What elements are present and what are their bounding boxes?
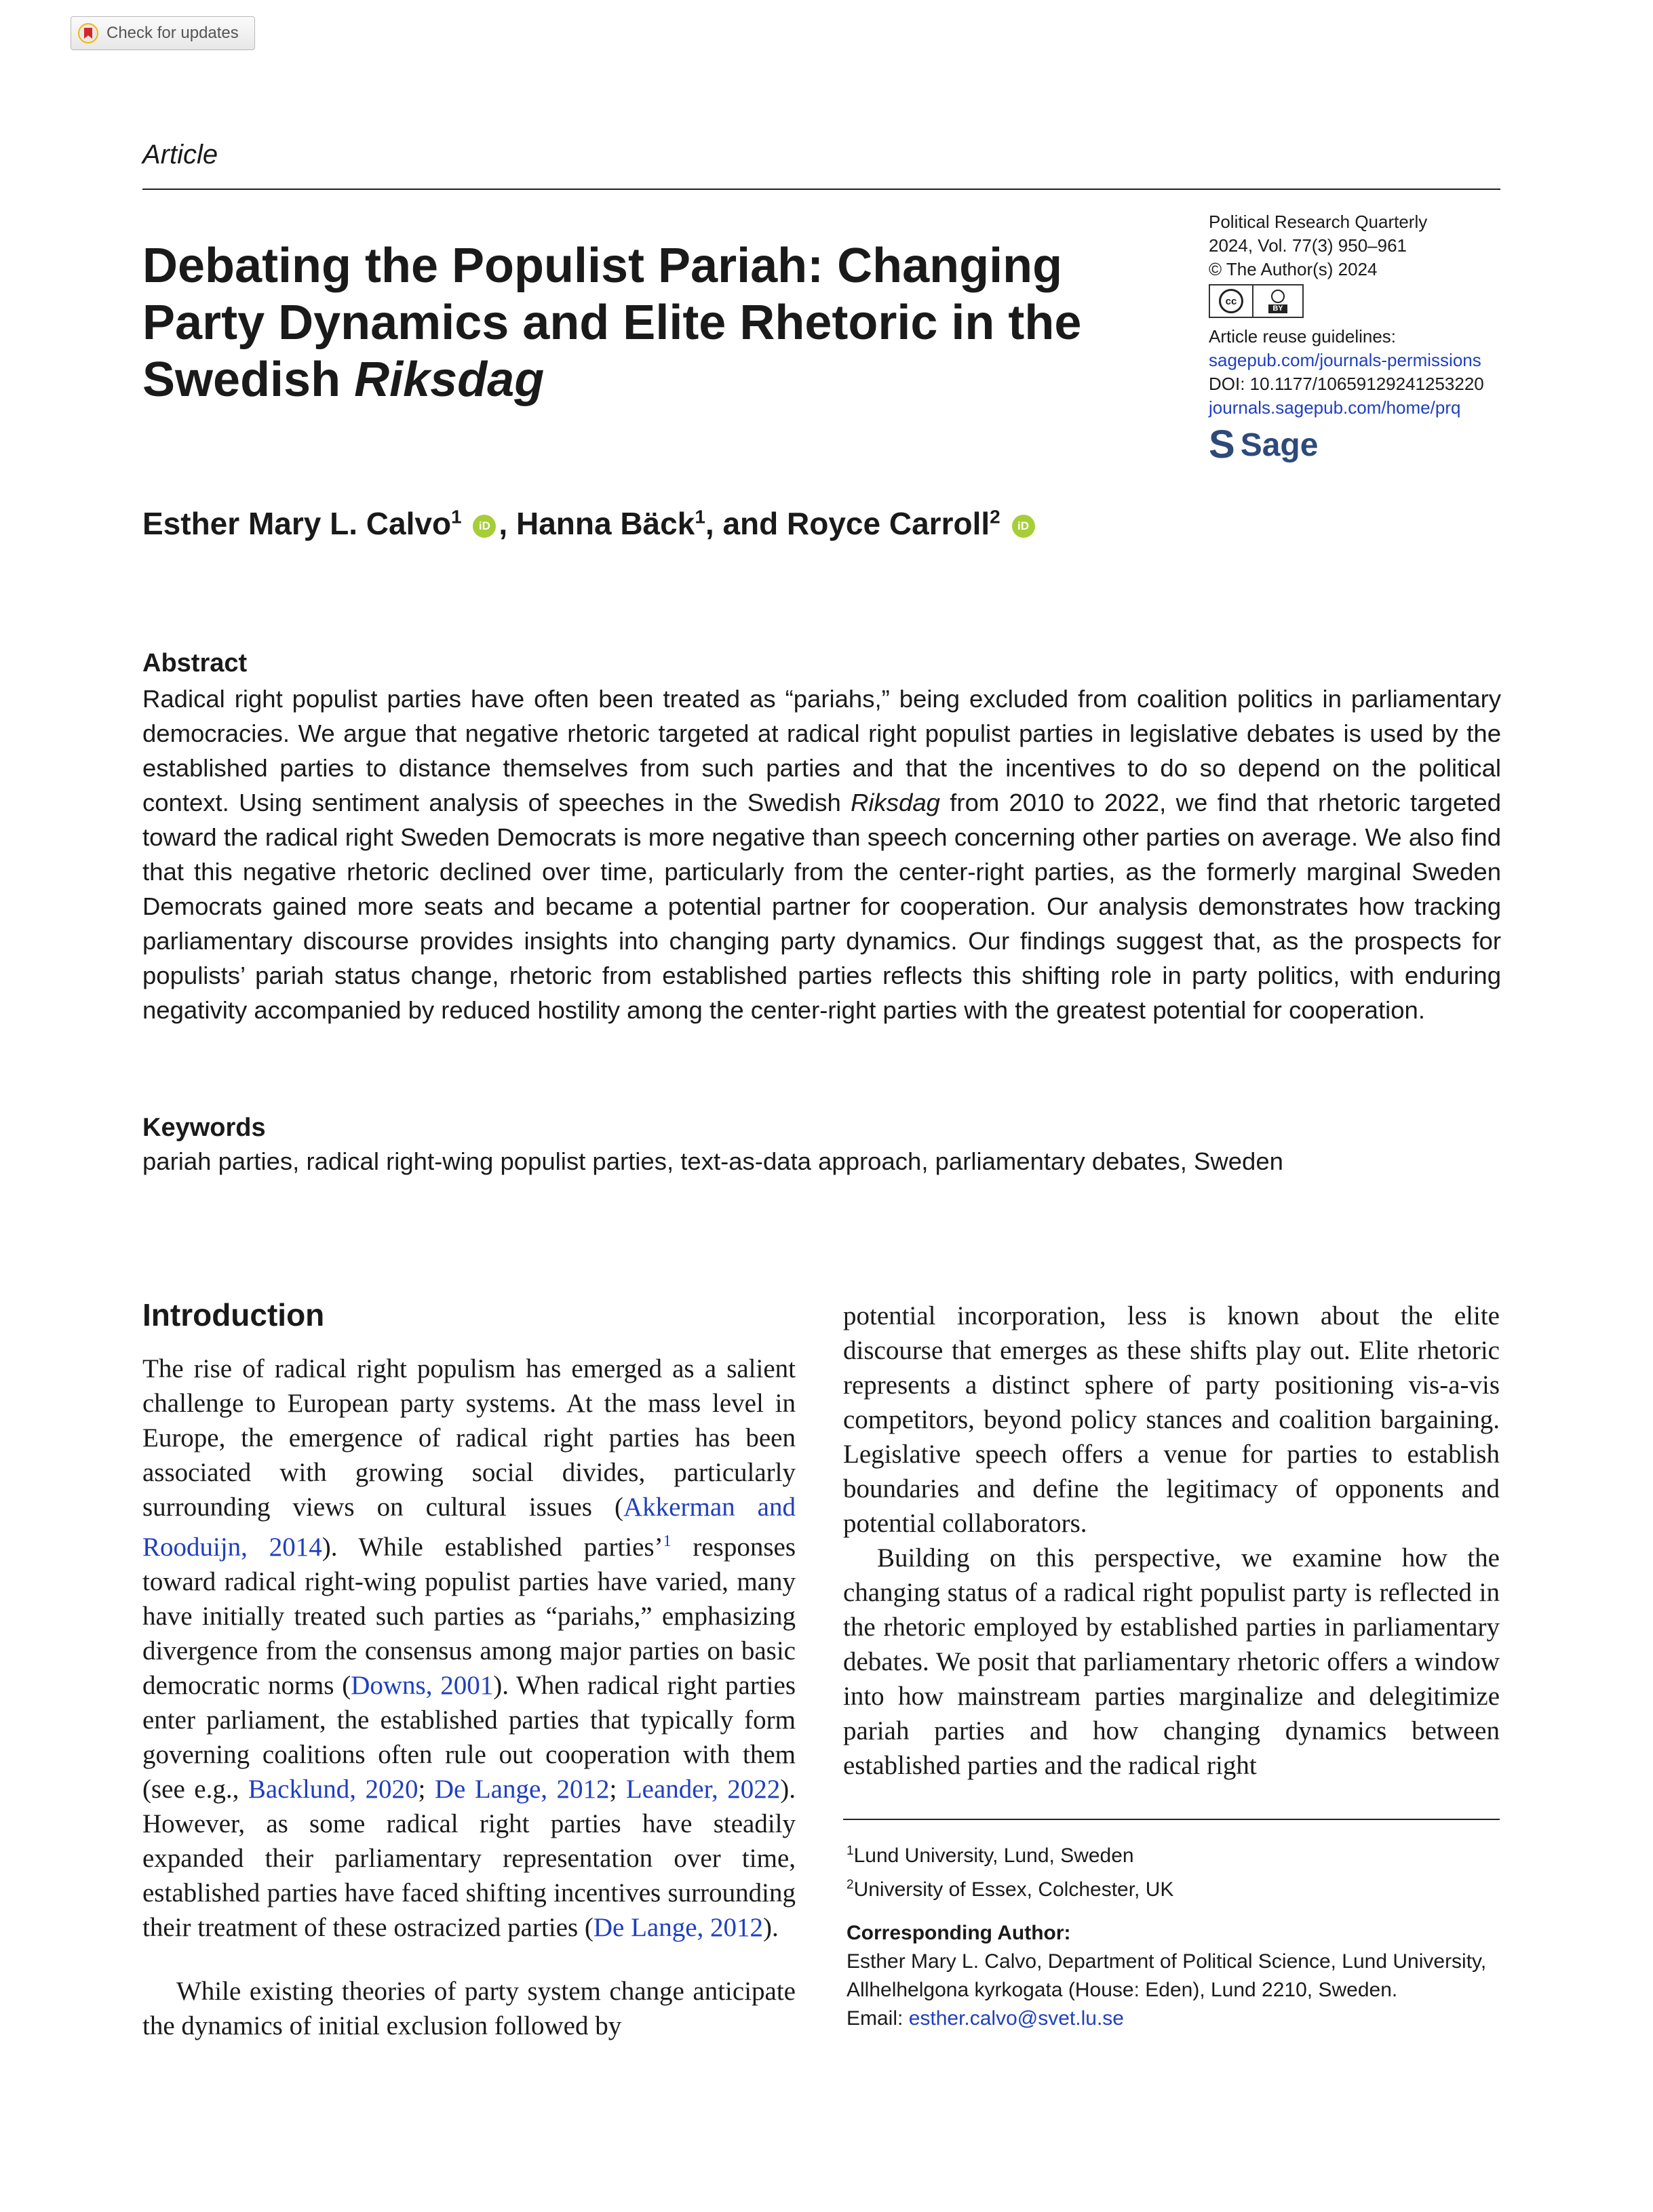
sage-s-icon: S	[1209, 422, 1235, 467]
text-run: ;	[609, 1775, 626, 1804]
title-main: Debating the Populist Pariah: Changing Party Dynamics and Elite Rhetoric in the Swedish	[142, 239, 1082, 407]
corresponding-author	[847, 1919, 1511, 2033]
journal-name: Political Research Quarterly	[1209, 212, 1428, 232]
email-line	[847, 2004, 1511, 2033]
citation-link[interactable]: Leander, 2022	[625, 1775, 781, 1804]
journal-meta	[1209, 210, 1507, 465]
email-label: Email:	[847, 2007, 909, 2030]
footnote-link[interactable]: 1	[663, 1533, 672, 1550]
footnote-divider	[843, 1819, 1500, 1820]
title-italic: Riksdag	[354, 353, 545, 407]
text-run: ). When radical right parties enter parliament, the established parties that typically form governing coalitions often rule out cooperation with them (see e.g.,	[142, 1671, 796, 1804]
intro-paragraph: Building on this perspective, we examine how the changing status of a radical right populist party is reflected in the rhetoric employed by established parties in parliamentary debates. We posit that parliamentary rhetoric offers a window into how mainstream parties marginalize and delegitimize pariah parties and how changing dynamics between established parties and the radical right	[843, 1543, 1500, 1780]
text-run: ).	[763, 1913, 779, 1942]
author-name[interactable]: Hanna Bäck	[516, 506, 695, 541]
text-run: ). However, as some radical right parties have steadily expanded their parliamentary representation over time, established parties have faced shifting incentives surrounding their treatment of these ostracized parties (	[142, 1775, 796, 1942]
orcid-icon[interactable]: iD	[473, 515, 496, 538]
citation-link[interactable]: Akkerman and Rooduijn, 2014	[142, 1493, 796, 1562]
article-title	[142, 237, 1160, 408]
intro-paragraph-continued: potential incorporation, less is known about the elite discourse that emerges as these shifts play out. Elite rhetoric represents a distinct sphere of party positioning vis-a-vis competitors, beyond policy stances and coalition bargaining. Legislative speech offers a venue for parties to establish boundaries and define the legitimacy of opponents and potential collaborators.	[843, 1301, 1500, 1538]
email-link[interactable]: esther.calvo@svet.lu.se	[908, 2007, 1124, 2030]
abstract-heading: Abstract	[142, 649, 248, 677]
author-name[interactable]: Esther Mary L. Calvo	[142, 506, 452, 541]
author-separator: , and	[705, 506, 787, 541]
journal-home-link[interactable]: journals.sagepub.com/home/prq	[1209, 397, 1461, 418]
author-affiliation-mark: 2	[990, 506, 1000, 528]
bookmark-icon	[78, 23, 98, 43]
keywords-heading: Keywords	[142, 1113, 266, 1142]
citation-link[interactable]: Backlund, 2020	[248, 1775, 419, 1804]
abstract-part: from 2010 to 2022, we find that rhetoric targeted toward the radical right Sweden Democrats is more negative than speech concerning other parties on average. We also find that this negative rhetoric declined over time, particularly from the center-right parties, as the formerly marginal Sweden Democrats gained more seats and became a potential partner for cooperation. Our analysis demonstrates how tracking parliamentary discourse provides insights into changing party dynamics. Our findings suggest that, as the prospects for populists’ pariah status change, rhetoric from established parties reflects this shifting role in party politics, with enduring negativity accompanied by reduced hostility among the center-right parties with the greatest potential for cooperation.	[142, 789, 1501, 1024]
text-run: The rise of radical right populism has emerged as a salient challenge to European party systems. At the mass level in Europe, the emergence of radical right parties has been associated with growing social divides, particularly surrounding views on cultural issues (	[142, 1354, 796, 1522]
check-for-updates-button[interactable]	[71, 16, 255, 50]
corresponding-author-line: Allhelhelgona kyrkogata (House: Eden), Lund 2210, Sweden.	[847, 1979, 1398, 2001]
abstract-italic: Riksdag	[851, 789, 940, 816]
sage-logo	[1209, 422, 1507, 467]
author-affiliation-mark: 1	[695, 506, 705, 528]
affiliation-item: $^2$University of Essex, Colchester, UK	[847, 1878, 1174, 1901]
sage-wordmark: Sage	[1240, 427, 1319, 463]
copyright: © The Author(s) 2024	[1209, 259, 1378, 279]
cc-by-license-icon[interactable]: cc BY	[1209, 284, 1304, 318]
reuse-link[interactable]: sagepub.com/journals-permissions	[1209, 350, 1481, 370]
text-run: ;	[418, 1775, 435, 1804]
reuse-label: Article reuse guidelines:	[1209, 326, 1397, 347]
text-run: ). While established parties’	[322, 1533, 663, 1562]
author-separator: ,	[499, 506, 516, 541]
header-divider	[142, 189, 1500, 190]
intro-paragraph: While existing theories of party system change anticipate the dynamics of initial exclusion followed by	[142, 1977, 796, 2040]
author-list	[142, 505, 1038, 542]
corresponding-author-heading: Corresponding Author:	[847, 1922, 1071, 1944]
orcid-icon[interactable]: iD	[1012, 515, 1035, 538]
abstract-part: Radical right populist parties have often been treated as “pariahs,” being excluded from coalition politics in parliamentary democracies. We argue that negative rhetoric targeted at radical right populist parties in legislative debates is used by the established parties to distance themselves from such parties and that the incentives to do so depend on the political context. Using sentiment analysis of speeches in the Swedish	[142, 685, 1501, 816]
corresponding-author-line: Esther Mary L. Calvo, Department of Political Science, Lund University,	[847, 1950, 1487, 1973]
citation-link[interactable]: De Lange, 2012	[593, 1913, 764, 1942]
section-label: Article	[142, 140, 218, 170]
journal-volume: 2024, Vol. 77(3) 950–961	[1209, 235, 1407, 256]
author-name[interactable]: Royce Carroll	[787, 506, 990, 541]
keywords-text: pariah parties, radical right-wing populist parties, text-as-data approach, parliamentary debates, Sweden	[142, 1147, 1283, 1175]
author-affiliation-mark: 1	[451, 506, 462, 528]
citation-link[interactable]: Downs, 2001	[351, 1671, 494, 1700]
abstract-text	[142, 682, 1501, 1027]
affiliation-item: $^1$Lund University, Lund, Sweden	[847, 1844, 1134, 1867]
introduction-heading: Introduction	[142, 1297, 325, 1332]
doi[interactable]: DOI: 10.1177/10659129241253220	[1209, 374, 1484, 394]
citation-link[interactable]: De Lange, 2012	[434, 1775, 610, 1804]
check-for-updates-label: Check for updates	[106, 24, 239, 42]
intro-paragraph	[142, 1351, 796, 1945]
affiliations	[847, 1836, 1173, 1904]
text-run: responses toward radical right-wing populist parties have varied, many have initially treated such parties as “pariahs,” emphasizing divergence from the consensus among major parties on basic democratic norms (	[142, 1533, 796, 1700]
